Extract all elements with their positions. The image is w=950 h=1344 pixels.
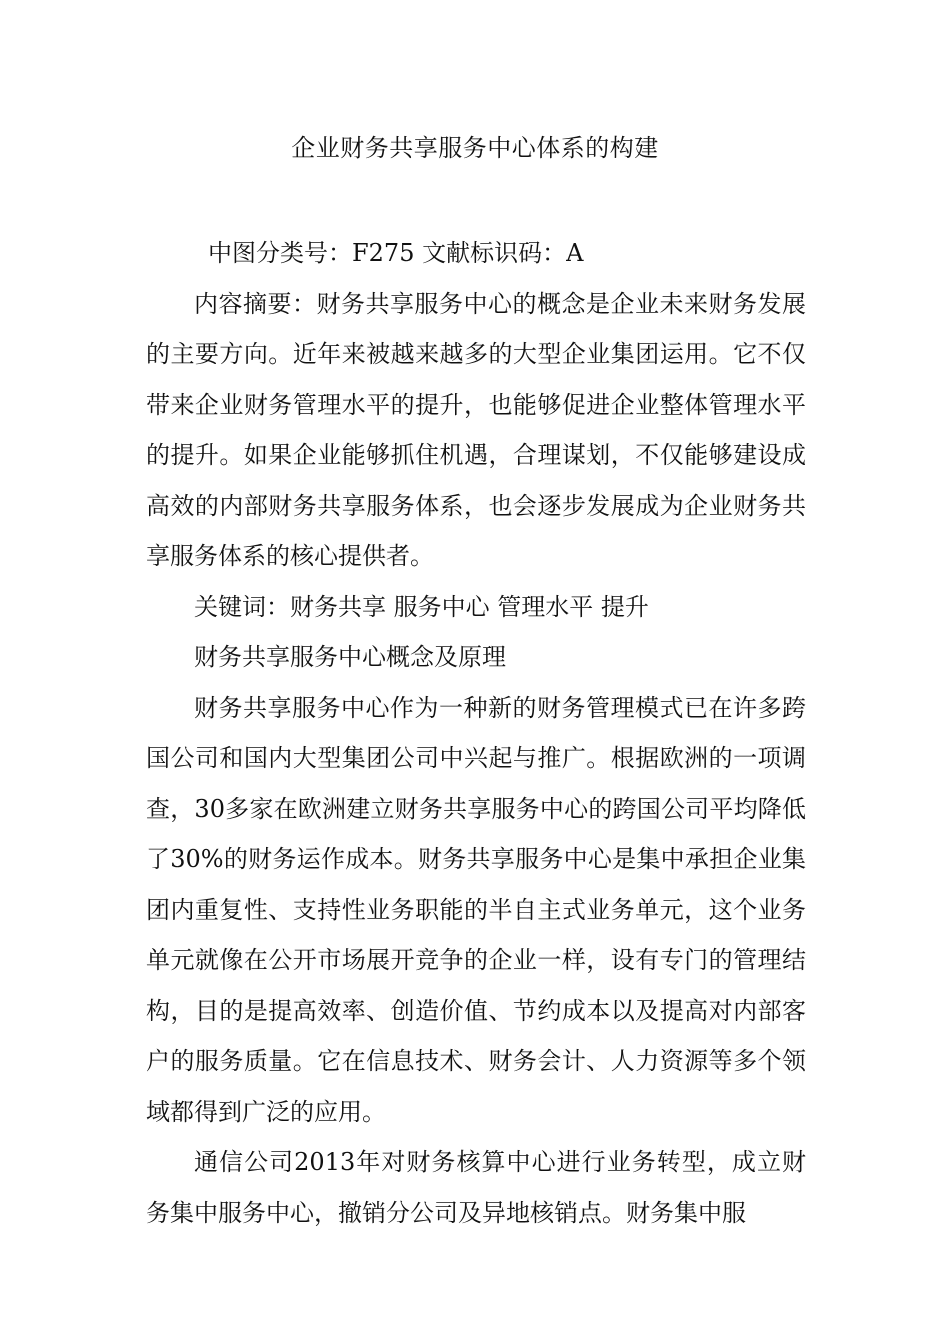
document-body: [146, 228, 806, 1238]
abstract-paragraph: 内容摘要：财务共享服务中心的概念是企业未来财务发展的主要方向。近年来被越来越多的大型企业集团运用。它不仅带来企业财务管理水平的提升，也能够促进企业整体管理水平的提升。如果企业能够抓住机遇，合理谋划，不仅能够建设成高效的内部财务共享服务体系，也会逐步发展成为企业财务共享服务体系的核心提供者。: [146, 289, 806, 570]
document-title: 企业财务共享服务中心体系的构建: [291, 134, 659, 162]
body-paragraph-2: 通信公司2013年对财务核算中心进行业务转型，成立财务集中服务中心，撤销分公司及异地核销点。财务集中服: [146, 1148, 806, 1227]
classification-line: 中图分类号：F275 文献标识码：A: [208, 239, 584, 267]
keywords-line: 关键词：财务共享 服务中心 管理水平 提升: [194, 592, 649, 621]
section-heading: 财务共享服务中心概念及原理: [194, 643, 506, 671]
body-paragraph-1: 财务共享服务中心作为一种新的财务管理模式已在许多跨国公司和国内大型集团公司中兴起与推广。根据欧洲的一项调查，30多家在欧洲建立财务共享服务中心的跨国公司平均降低了30%的财务运作成本。财务共享服务中心是集中承担企业集团内重复性、支持性业务职能的半自主式业务单元，这个业务单元就像在公开市场展开竞争的企业一样，设有专门的管理结构，目的是提高效率、创造价值、节约成本以及提高对内部客户的服务质量。它在信息技术、财务会计、人力资源等多个领域都得到广泛的应用。: [146, 693, 806, 1126]
